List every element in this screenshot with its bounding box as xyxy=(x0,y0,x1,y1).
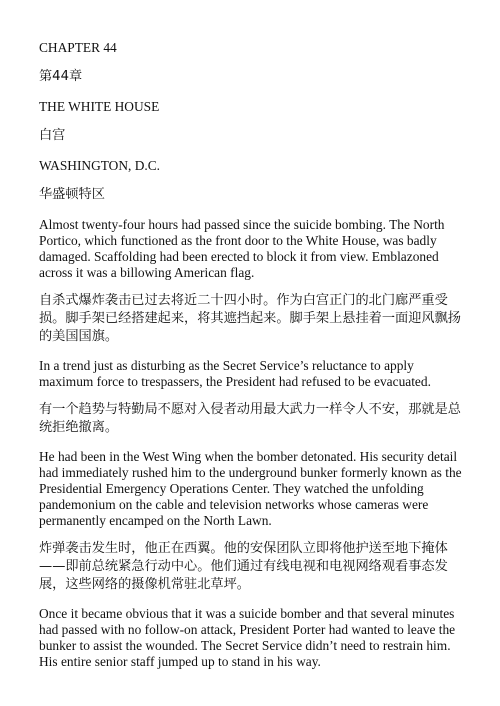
city-heading-zh: 华盛顿特区 xyxy=(39,187,105,202)
paragraph-zh: 自杀式爆炸袭击已过去将近二十四小时。作为白宫正门的北门廊严重受损。脚手架已经搭建起来，将其遮挡起来。脚手架上悬挂着一面迎风飘扬的美国国旗。 xyxy=(39,293,461,344)
paragraph-en: In a trend just as disturbing as the Secret Service’s reluctance to apply maximum force to trespassers, the President had refused to be evacuated. xyxy=(39,358,431,389)
paragraph-en: Almost twenty-four hours had passed since the suicide bombing. The North Portico, which functioned as the front door to the White House, was badly damaged. Scaffolding had been erected to block it from view. Emblazoned across it was a billowing American flag. xyxy=(39,217,445,280)
paragraph-zh: 有一个趋势与特勤局不愿对入侵者动用最大武力一样令人不安，那就是总统拒绝撤离。 xyxy=(39,402,461,435)
location-heading-zh: 白宫 xyxy=(39,128,66,143)
paragraph-zh: 炸弹袭击发生时，他正在西翼。他的安保团队立即将他护送至地下掩体——即前总统紧急行动中心。他们通过有线电视和电视网络观看事态发展，这些网络的摄像机常驻北草坪。 xyxy=(39,541,448,592)
paragraph-en: He had been in the West Wing when the bomber detonated. His security detail had immediately rushed him to the underground bunker formerly known as the Presidential Emergency Operations Center. They watched the unfolding pandemonium on the cable and television networks whose cameras were permanently encamped on the North Lawn. xyxy=(39,449,462,528)
paragraph-en: Once it became obvious that it was a suicide bomber and that several minutes had passed with no follow-on attack, President Porter had wanted to leave the bunker to assist the wounded. The Secret Service didn’t need to restrain him. His entire senior staff jumped up to stand in his way. xyxy=(39,606,456,669)
document-page xyxy=(39,40,471,670)
chapter-heading-en: CHAPTER 44 xyxy=(39,40,117,55)
city-heading-en: WASHINGTON, D.C. xyxy=(39,158,161,173)
chapter-heading-zh: 第44章 xyxy=(39,69,83,84)
location-heading-en: THE WHITE HOUSE xyxy=(39,99,160,114)
